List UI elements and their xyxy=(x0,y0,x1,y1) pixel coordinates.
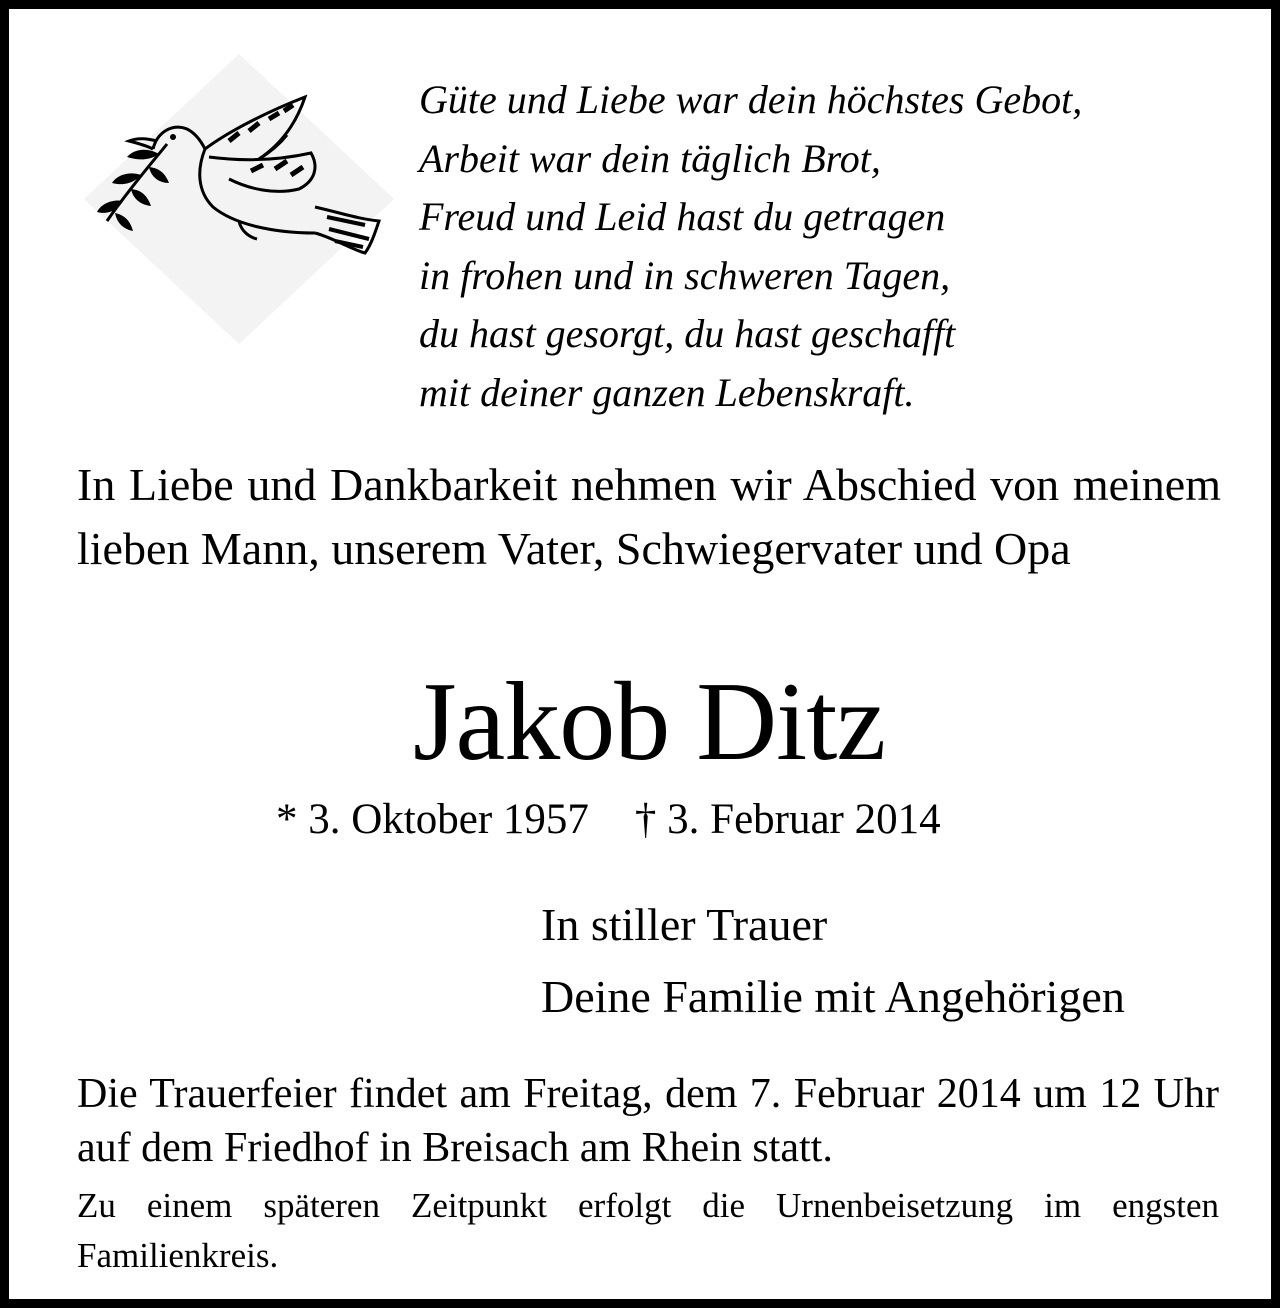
life-dates xyxy=(276,792,941,848)
urn-burial-info: Zu einem späteren Zeitpunkt erfolgt die Urnenbeisetzung im engsten Familienkreis. xyxy=(77,1186,1219,1275)
poem-line: Freud und Leid hast du getragen xyxy=(419,194,946,239)
mourning-phrase: In stiller Trauer xyxy=(541,899,828,950)
intro-text: In Liebe und Dankbarkeit nehmen wir Abschied von meinem lieben Mann, unserem Vater, Schwiegervater und Opa xyxy=(77,459,1221,574)
birth-date: * 3. Oktober 1957 xyxy=(276,796,589,843)
poem-line: Güte und Liebe war dein höchstes Gebot, xyxy=(419,77,1083,122)
poem-line: Arbeit war dein täglich Brot, xyxy=(419,135,881,181)
family-signature: Deine Familie mit Angehörigen xyxy=(541,971,1125,1022)
death-date: † 3. Februar 2014 xyxy=(634,796,941,843)
dove-icon xyxy=(79,49,399,349)
deceased-name: Jakob Ditz xyxy=(412,660,886,784)
poem-line: du hast gesorgt, du hast geschafft xyxy=(419,311,956,356)
poem-line: mit deiner ganzen Lebenskraft. xyxy=(419,369,915,415)
poem xyxy=(419,71,1259,422)
mourners xyxy=(541,889,1125,1033)
funeral-service-info: Die Trauerfeier findet am Freitag, dem 7. Februar 2014 um 12 Uhr auf dem Friedhof in Breisach am Rhein statt. xyxy=(77,1071,1219,1171)
poem-line: in frohen und in schweren Tagen, xyxy=(419,252,951,298)
